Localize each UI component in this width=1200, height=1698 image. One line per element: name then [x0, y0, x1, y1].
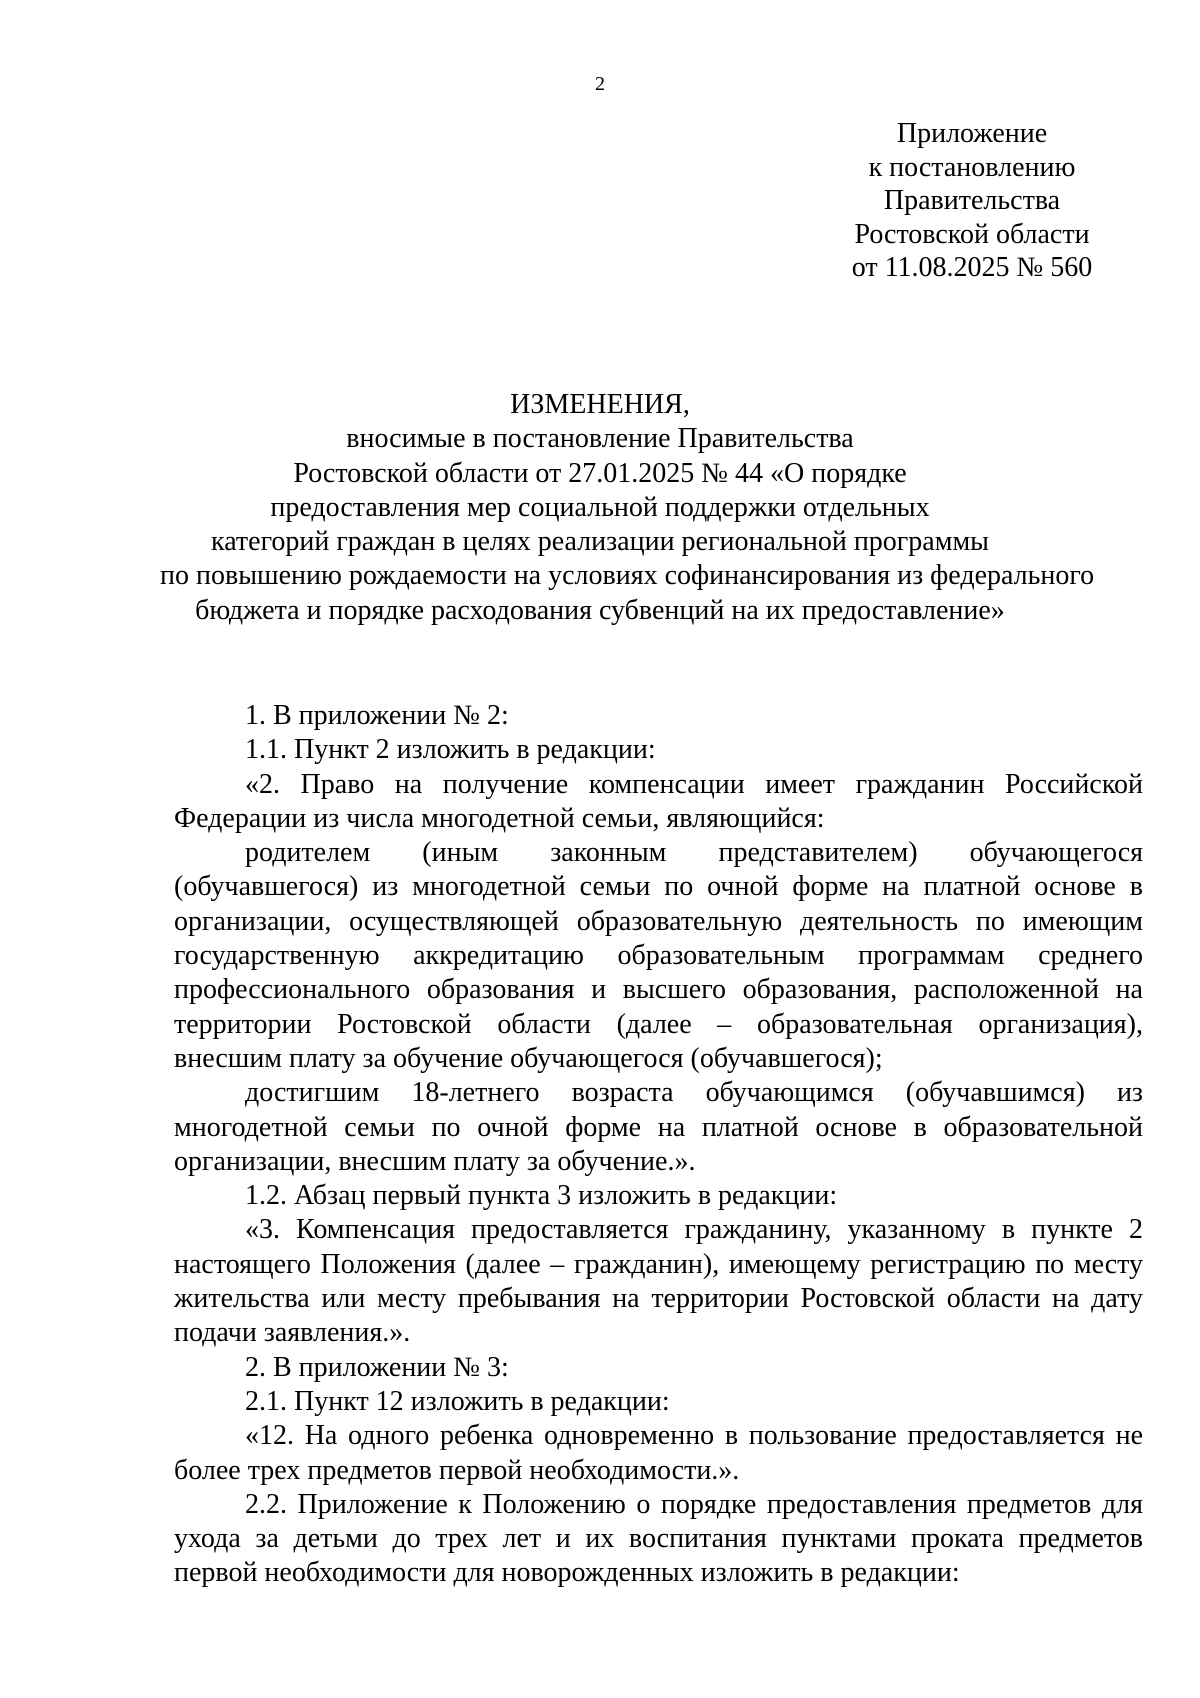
- paragraph: 1. В приложении № 2:: [245, 700, 509, 731]
- title-line: Ростовской области от 27.01.2025 № 44 «О порядке: [293, 457, 907, 489]
- paragraph: 2. В приложении № 3:: [245, 1351, 509, 1383]
- appendix-line: Ростовской области: [854, 218, 1090, 250]
- paragraph: достигшим 18-летнего возраста обучающимся (обучавшимся) из многодетной семьи по очной форме на платной основе в образовательной организации, внесшим плату за обучение.».: [174, 1077, 1143, 1177]
- paragraph: родителем (иным законным представителем) обучающегося (обучавшегося) из многодетной семьи по очной форме на платной основе в организации, осуществляющей образовательную деятельность по имеющим государственную аккредитацию образовательным программам среднего профессионального образования и высшего образования, расположенной на территории Ростовской области (далее – образовательная организация), внесшим плату за обучение обучающегося (обучавшегося);: [174, 837, 1143, 1074]
- title-line: предоставления мер социальной поддержки отдельных: [270, 491, 930, 523]
- paragraph: 1.1. Пункт 2 изложить в редакции:: [245, 734, 656, 766]
- title-line: категорий граждан в целях реализации региональной программы: [211, 526, 989, 558]
- title-line: бюджета и порядке расходования субвенций на их предоставление»: [195, 594, 1005, 626]
- document-body: [174, 699, 1143, 1591]
- paragraph: «12. На одного ребенка одновременно в пользование предоставляется не более трех предметов первой необходимости.».: [174, 1420, 1143, 1486]
- appendix-line: от 11.08.2025 № 560: [851, 252, 1093, 283]
- paragraph: 1.2. Абзац первый пункта 3 изложить в редакции:: [245, 1180, 838, 1212]
- title-line: вносимые в постановление Правительства: [346, 423, 854, 455]
- title-line: по повышению рождаемости на условиях софинансирования из федерального: [160, 560, 1095, 592]
- paragraph: 2.1. Пункт 12 изложить в редакции:: [245, 1385, 670, 1417]
- paragraph: «3. Компенсация предоставляется гражданину, указанному в пункте 2 настоящего Положения (далее – гражданин), имеющему регистрацию по месту жительства или месту пребывания на территории Ростовской области на дату подачи заявления.».: [174, 1214, 1143, 1349]
- paragraph: «2. Право на получение компенсации имеет гражданин Российской Федерации из числа многодетной семьи, являющийся:: [174, 768, 1143, 834]
- paragraph: 2.2. Приложение к Положению о порядке предоставления предметов для ухода за детьми до трех лет и их воспитания пунктами проката предметов первой необходимости для новорожденных изложить в редакции:: [174, 1488, 1143, 1589]
- document-title: [160, 388, 1095, 628]
- page-number: 2: [595, 73, 605, 95]
- appendix-line: Правительства: [883, 185, 1061, 216]
- appendix-line: Приложение: [896, 118, 1048, 149]
- appendix-line: к постановлению: [868, 151, 1076, 183]
- title-heading: ИЗМЕНЕНИЯ,: [510, 389, 690, 420]
- appendix-header: [822, 117, 1122, 285]
